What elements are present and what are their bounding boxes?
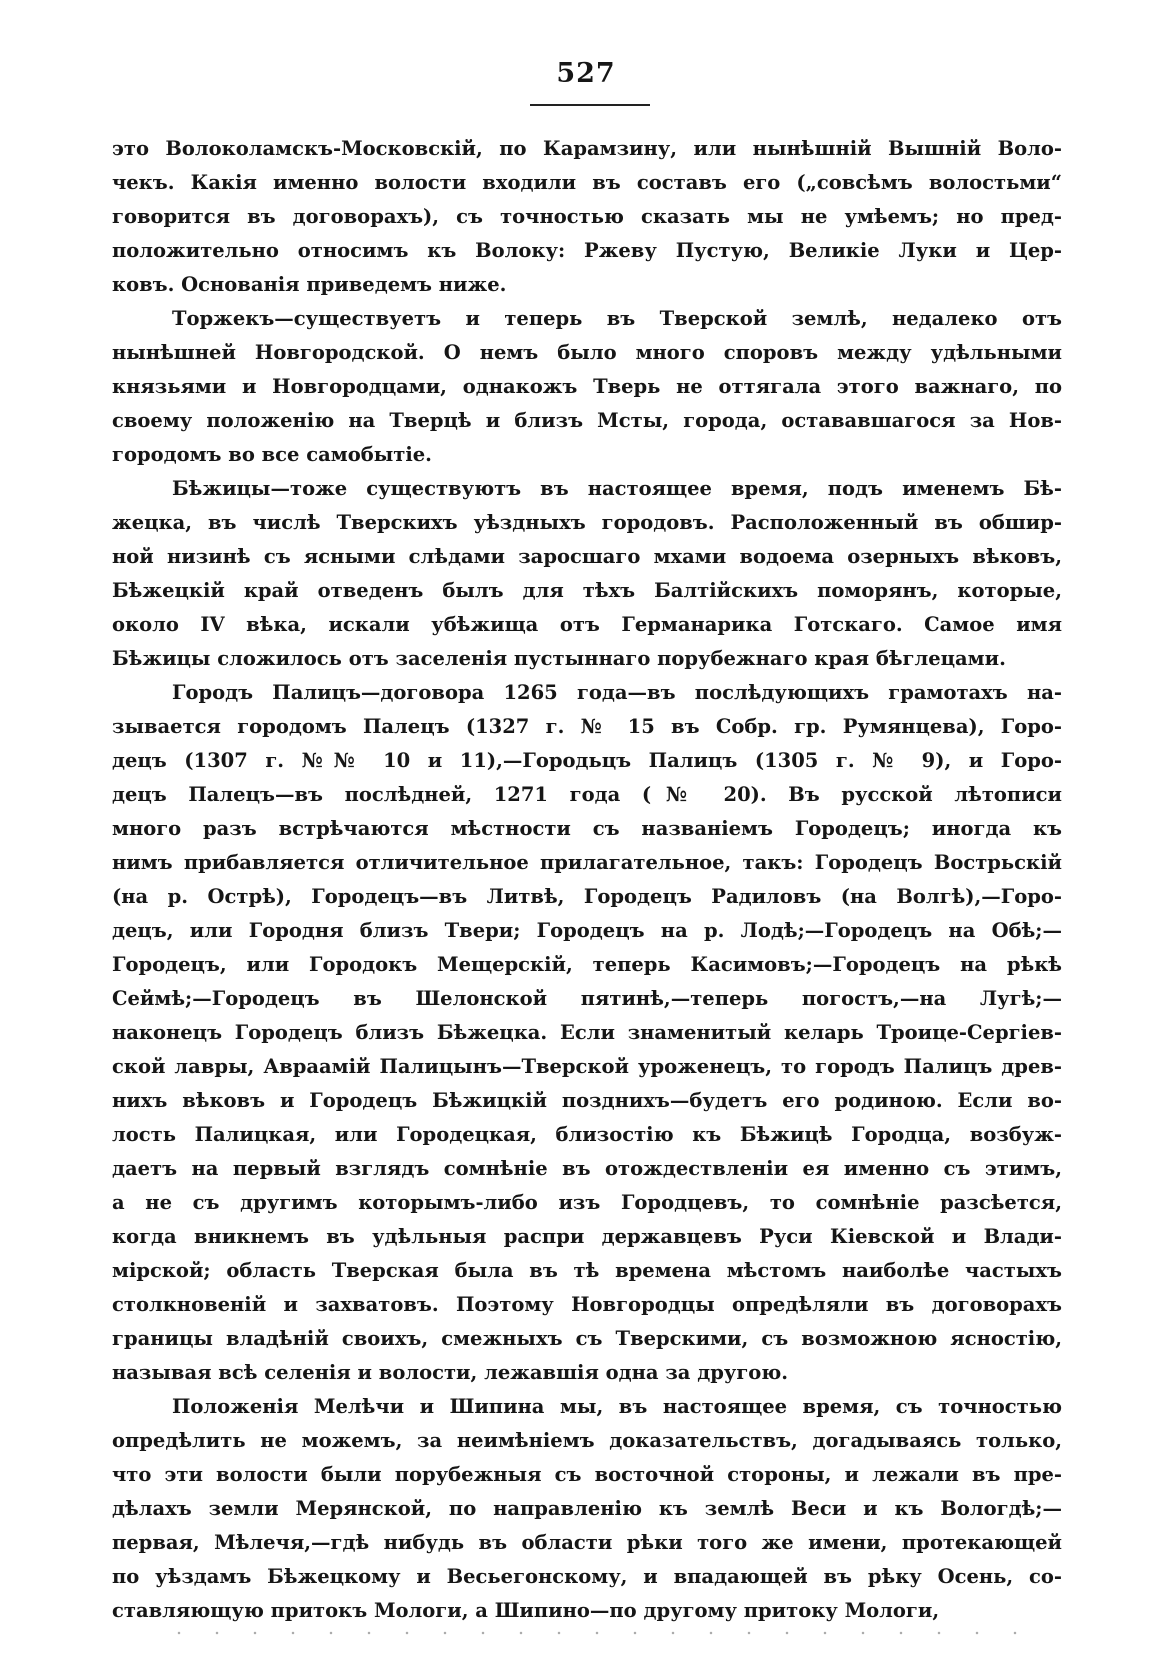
text-line: жецка, въ числѣ Тверскихъ уѣздныхъ городовъ. Расположенный въ обшир-	[112, 511, 1062, 534]
text-line: это Волоколамскъ-Московскій, по Карамзину, или нынѣшній Вышній Воло-	[112, 137, 1062, 160]
text-line: зывается городомъ Палецъ (1327 г. № 15 въ Собр. гр. Румянцева), Горо-	[112, 715, 1062, 738]
text-line: городомъ во все самобытіе.	[112, 443, 432, 466]
text-line: дѣлахъ земли Мерянской, по направленію къ землѣ Веси и къ Вологдѣ;—	[112, 1497, 1062, 1520]
body-text	[112, 132, 1062, 1628]
page-number: 527	[556, 58, 616, 89]
text-line: Бѣжицы сложилось отъ заселенія пустыннаго порубежнаго края бѣглецами.	[112, 647, 1006, 670]
text-line: а не съ другимъ которымъ-либо изъ Городцевъ, то сомнѣніе разсѣется,	[112, 1191, 1062, 1214]
text-line: даетъ на первый взглядъ сомнѣніе въ отождествленіи ея именно съ этимъ,	[112, 1157, 1062, 1180]
paragraph	[112, 1390, 1062, 1628]
text-line: Городецъ, или Городокъ Мещерскій, теперь Касимовъ;—Городецъ на рѣкѣ	[112, 953, 1062, 976]
text-line: нимъ прибавляется отличительное прилагательное, такъ: Городецъ Вострьскій	[112, 851, 1062, 874]
text-line: князьями и Новгородцами, однакожъ Тверь не оттягала этого важнаго, по	[112, 375, 1062, 398]
text-line: децъ, или Городня близъ Твери; Городецъ на р. Лодѣ;—Городецъ на Обѣ;—	[112, 919, 1062, 942]
bottom-print-specks	[160, 1630, 1020, 1636]
text-line: по уѣздамъ Бѣжецкому и Весьегонскому, и впадающей въ рѣку Осень, со-	[112, 1565, 1062, 1588]
text-line: наконецъ Городецъ близъ Бѣжецка. Если знаменитый келарь Троице-Сергіев-	[112, 1021, 1062, 1044]
paragraph	[112, 132, 1062, 302]
page-number-rule	[530, 104, 650, 106]
text-line: положительно относимъ къ Волоку: Ржеву Пустую, Великіе Луки и Цер-	[112, 239, 1062, 262]
text-line: своему положенію на Тверцѣ и близъ Мсты, города, остававшагося за Нов-	[112, 409, 1062, 432]
text-line: когда вникнемъ въ удѣльныя распри державцевъ Руси Кіевской и Влади-	[112, 1225, 1062, 1248]
text-line: чекъ. Какія именно волости входили въ составъ его („совсѣмъ волостьми“	[112, 171, 1062, 194]
text-line: Бѣжецкій край отведенъ былъ для тѣхъ Балтійскихъ поморянъ, которые,	[112, 579, 1062, 602]
text-line: ковъ. Основанія приведемъ ниже.	[112, 273, 507, 296]
text-line: (на р. Острѣ), Городецъ—въ Литвѣ, Городецъ Радиловъ (на Волгѣ),—Горо-	[112, 885, 1062, 908]
text-line: мірской; область Тверская была въ тѣ времена мѣстомъ наиболѣе частыхъ	[112, 1259, 1062, 1282]
text-line: нихъ вѣковъ и Городецъ Бѣжицкій позднихъ—будетъ его родиною. Если во-	[112, 1089, 1062, 1112]
text-line: децъ Палецъ—въ послѣдней, 1271 года (№ 20). Въ русской лѣтописи	[112, 783, 1062, 806]
text-line: что эти волости были порубежныя съ восточной стороны, и лежали въ пре-	[112, 1463, 1062, 1486]
text-line: ной низинѣ съ ясными слѣдами заросшаго мхами водоема озерныхъ вѣковъ,	[112, 545, 1062, 568]
text-line: около IV вѣка, искали убѣжища отъ Германарика Готскаго. Самое имя	[112, 613, 1062, 636]
paragraph	[112, 472, 1062, 676]
text-line: децъ (1307 г. №№ 10 и 11),—Городьцъ Палицъ (1305 г. № 9), и Горо-	[112, 749, 1062, 772]
text-line: говорится въ договорахъ), съ точностью сказать мы не умѣемъ; но пред-	[112, 205, 1062, 228]
text-line: опредѣлить не можемъ, за неимѣніемъ доказательствъ, догадываясь только,	[112, 1429, 1062, 1452]
text-line: Сеймѣ;—Городецъ въ Шелонской пятинѣ,—теперь погостъ,—на Лугѣ;—	[112, 987, 1062, 1010]
text-line: столкновеній и захватовъ. Поэтому Новгородцы опредѣляли въ договорахъ	[112, 1293, 1062, 1316]
text-line: Бѣжицы—тоже существуютъ въ настоящее время, подъ именемъ Бѣ-	[172, 477, 1062, 500]
text-line: ской лавры, Авраамій Палицынъ—Тверской уроженецъ, то городъ Палицъ древ-	[112, 1055, 1062, 1078]
text-line: лость Палицкая, или Городецкая, близостію къ Бѣжицѣ Городца, возбуж-	[112, 1123, 1062, 1146]
text-line: Городъ Палицъ—договора 1265 года—въ послѣдующихъ грамотахъ на-	[172, 681, 1062, 704]
paragraph	[112, 302, 1062, 472]
text-line: границы владѣній своихъ, смежныхъ съ Тверскими, съ возможною ясностію,	[112, 1327, 1062, 1350]
text-line: нынѣшней Новгородской. О немъ было много споровъ между удѣльными	[112, 341, 1062, 364]
text-line: называя всѣ селенія и волости, лежавшія одна за другою.	[112, 1361, 789, 1384]
text-line: Торжекъ—существуетъ и теперь въ Тверской землѣ, недалеко отъ	[172, 307, 1062, 330]
text-line: много разъ встрѣчаются мѣстности съ названіемъ Городецъ; иногда къ	[112, 817, 1062, 840]
text-line: Положенія Мелѣчи и Шипина мы, въ настоящее время, съ точностью	[172, 1395, 1062, 1418]
text-line: первая, Мѣлечя,—гдѣ нибудь въ области рѣки того же имени, протекающей	[112, 1531, 1062, 1554]
text-line: ставляющую притокъ Мологи, а Шипино—по другому притоку Мологи,	[112, 1599, 940, 1622]
paragraph	[112, 676, 1062, 1390]
